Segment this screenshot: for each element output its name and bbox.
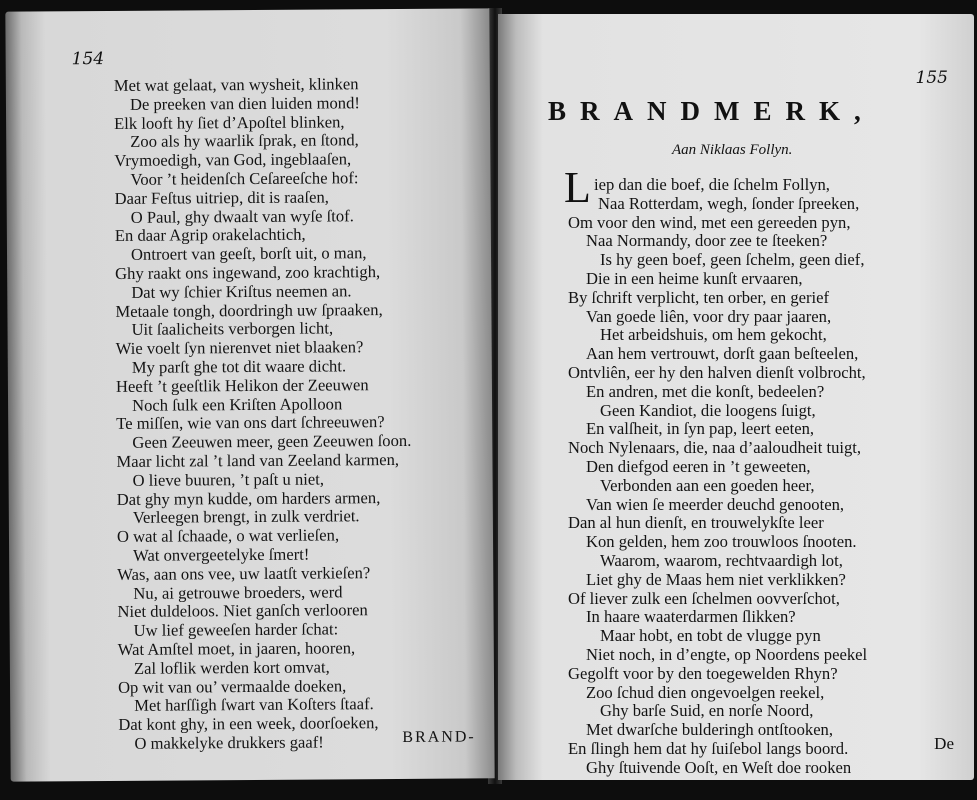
left-poem: [114, 75, 414, 754]
poem-line: Ontroert van geeſt, borſt uit, o man,: [130, 243, 367, 264]
poem-line: Zal loflik werden kort omvat,: [133, 657, 330, 678]
poem-line: Zoo ſchud dien ongevoelgen reekel,: [586, 682, 825, 702]
poem-line: Met wat gelaat, van wysheit, klinken: [113, 74, 359, 95]
poem-line: Om voor den wind, met een gereeden pyn,: [568, 212, 851, 232]
poem-line: Zoo als hy waarlik ſprak, en ſtond,: [130, 130, 359, 152]
poem-line: By ſchrift verplicht, ten orber, en gerief: [568, 287, 830, 307]
poem-line: Nu, ai getrouwe broeders, werd: [133, 581, 343, 603]
poem-line: O makkelyke drukkers gaaf!: [134, 732, 324, 753]
poem-line: Metaale tongh, doordringh uw ſpraaken,: [115, 299, 383, 321]
poem-line: Te miſſen, wie van ons dart ſchreeuwen?: [116, 412, 385, 434]
poem-line: O wat al ſchaade, o wat verlieſen,: [116, 525, 340, 547]
poem-line: Naa Normandy, door zee te ſteeken?: [586, 231, 828, 251]
poem-heading: BRANDMERK,: [548, 96, 875, 126]
poem-line: Of liever zulk een ſchelmen oovverſchot,: [568, 588, 840, 608]
poem-line: Voor ’t heidenſch Ceſareeſche hof:: [130, 168, 359, 189]
poem-line: Ghy raakt ons ingewand, zoo krachtigh,: [115, 262, 381, 283]
poem-line: Ghy barſe Suid, en norſe Noord,: [600, 701, 814, 721]
poem-line: Maar hobt, en tobt de vlugge pyn: [600, 626, 821, 646]
poem-line: En andren, met die konſt, bedeelen?: [586, 381, 825, 401]
poem-line: Ontvliên, eer hy den halven dienſt volbrocht,: [568, 362, 866, 382]
right-catchword: De: [934, 734, 954, 753]
poem-line: Wie voelt ſyn nierenvet niet blaaken?: [115, 337, 364, 359]
left-catchword: BRAND-: [402, 728, 476, 746]
poem-line: Naa Rotterdam, wegh, ſonder ſpreeken,: [598, 193, 860, 213]
poem-line: Was, aan ons vee, uw laatſt verkieſen?: [117, 562, 371, 584]
poem-line: Geen Zeeuwen meer, geen Zeeuwen ſoon.: [132, 431, 412, 452]
poem-line: Aan hem vertrouwt, dorſt gaan beſteelen,: [586, 344, 859, 364]
poem-line: Noch ſulk een Kriſten Apolloon: [131, 393, 343, 415]
poem-line: Verleegen brengt, in zulk verdriet.: [132, 506, 360, 528]
poem-line: Liet ghy de Maas hem niet verklikken?: [586, 569, 846, 589]
poem-line: Den diefgod eeren in ’t geweeten,: [586, 456, 811, 476]
poem-line: Van wien ſe meerder deuchd genooten,: [586, 494, 845, 514]
poem-line: iep dan die boef, die ſchelm Follyn,: [594, 175, 830, 194]
poem-line: En valſheit, in ſyn pap, leert eeten,: [586, 419, 815, 439]
poem-line: Verbonden aan een goeden heer,: [600, 475, 815, 495]
poem-line: Met harſſigh ſwart van Koſters ſtaaf.: [134, 694, 374, 716]
poem-line: Van goede liên, voor dry paar jaaren,: [586, 306, 832, 326]
left-page-number: 154: [71, 49, 105, 70]
poem-subtitle: Aan Niklaas Follyn.: [672, 142, 793, 158]
poem-line: Wat onvergeetelyke ſmert!: [133, 544, 310, 565]
poem-line: My parſt ghe tot dit waare dicht.: [131, 356, 347, 377]
poem-line: En daar Agrip orakelachtich,: [114, 224, 306, 246]
poem-line: O lieve buuren, ’t paſt u niet,: [132, 469, 325, 490]
poem-line: Die in een heime kunſt ervaaren,: [586, 268, 803, 288]
poem-line: Het arbeidshuis, om hem gekocht,: [600, 325, 827, 345]
poem-line: Niet duldeloos. Niet ganſch verlooren: [117, 600, 368, 622]
poem-line: Maar licht zal ’t land van Zeeland karmen,: [116, 449, 400, 471]
poem-line: Dan al hun dienſt, en trouwelykſte leer: [568, 513, 824, 533]
poem-line: Ghy ſtuivende Ooſt, en Weſt doe rooken: [586, 757, 852, 777]
poem-line: En ſlingh hem dat hy ſuiſebol langs boord.: [568, 738, 849, 758]
poem-line: Niet noch, in d’engte, op Noordens peekel: [586, 644, 868, 664]
poem-line: In haare waaterdarmen ſlikken?: [586, 607, 796, 627]
poem-line: Dat ghy myn kudde, om harders armen,: [116, 487, 381, 509]
poem-line: Wat Amſtel moet, in jaaren, hooren,: [117, 638, 356, 659]
right-page: [498, 14, 974, 780]
poem-line: Heeft ’t geeſtlik Helikon der Zeeuwen: [115, 374, 369, 396]
right-page-number: 155: [915, 68, 948, 88]
poem-line: Dat wy ſchier Kriſtus neemen an.: [131, 281, 352, 302]
poem-line: Geen Kandiot, die loogens ſuigt,: [600, 400, 816, 420]
poem-line: Uit ſaalicheits verborgen licht,: [131, 318, 334, 340]
poem-line: Elk looft hy ſiet d’Apoſtel blinken,: [114, 111, 345, 133]
poem-line: Noch Nylenaars, die, naa d’aaloudheit tuigt,: [568, 438, 862, 458]
poem-line: Daar Feſtus uitriep, dit is raaſen,: [114, 187, 329, 208]
right-poem: [568, 176, 867, 778]
poem-line: Vrymoedigh, van God, ingeblaaſen,: [114, 149, 352, 171]
poem-line: O Paul, ghy dwaalt van wyſe ſtof.: [130, 205, 354, 227]
poem-line: Uw lief geweeſen harder ſchat:: [133, 619, 339, 640]
poem-line: Gegolft voor by den toegewelden Rhyn?: [568, 663, 838, 683]
poem-line: Op wit van ou’ vermaalde doeken,: [117, 675, 347, 697]
left-page: [5, 8, 494, 781]
poem-line: Kon gelden, hem zoo trouwloos ſnooten.: [586, 532, 857, 552]
poem-line: Is hy geen boef, geen ſchelm, geen dief,: [600, 250, 865, 270]
drop-cap: L: [564, 163, 591, 212]
poem-line: De preeken van dien luiden mond!: [129, 93, 360, 114]
poem-line: Dat kont ghy, in een week, doorſoeken,: [118, 713, 379, 735]
poem-line: Waarom, waarom, rechtvaardigh lot,: [600, 550, 843, 570]
poem-line: Met dwarſche bulderingh ontſtooken,: [586, 720, 834, 740]
